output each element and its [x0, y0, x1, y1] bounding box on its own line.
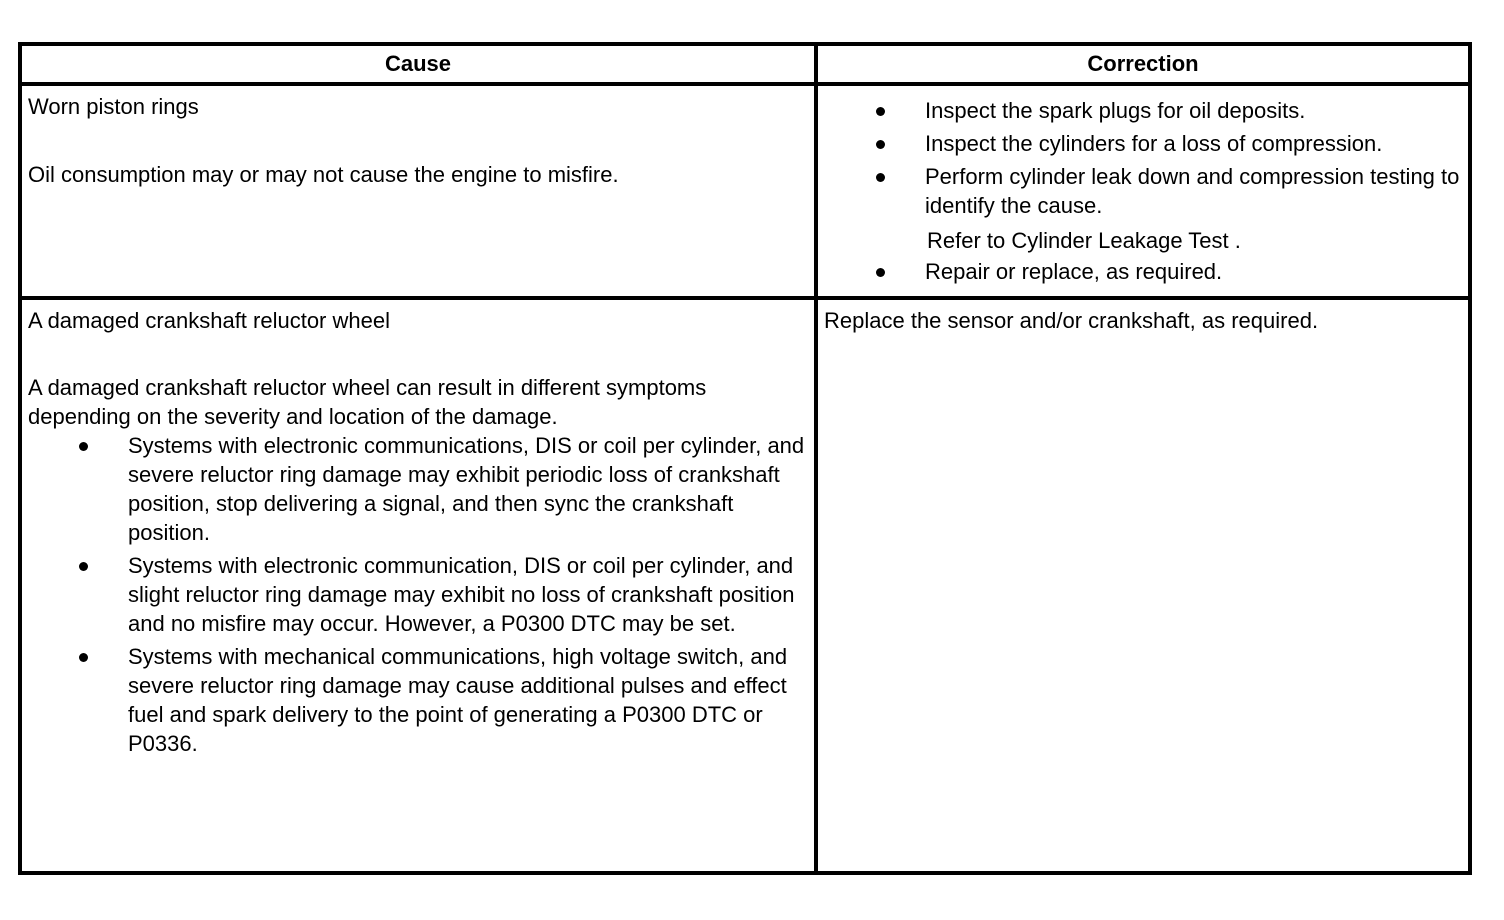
list-item-text: Inspect the spark plugs for oil deposits.	[925, 98, 1306, 123]
list-item-text: Repair or replace, as required.	[925, 259, 1223, 284]
list-item-text: Systems with mechanical communications, high voltage switch, and severe reluctor ring damage may cause additional pulses and effect fuel and spark delivery to the point of generating a P0300 DTC or P0336.	[128, 644, 788, 756]
list-item-text: Perform cylinder leak down and compression testing to identify the cause.	[925, 164, 1460, 218]
correction-cell	[816, 84, 1470, 298]
table-row	[20, 298, 1470, 873]
list-item	[28, 642, 808, 758]
header-row	[20, 44, 1470, 84]
bullet-icon	[876, 173, 885, 182]
refer-cylinder-leakage-test: Refer to Cylinder Leakage Test .	[927, 228, 1241, 253]
cause-cell	[20, 84, 816, 298]
cause-note: Oil consumption may or may not cause the engine to misfire.	[28, 162, 619, 187]
header-correction: Correction	[816, 44, 1470, 84]
cause-title: Worn piston rings	[28, 94, 199, 119]
correction-cell	[816, 298, 1470, 873]
table-row	[20, 84, 1470, 298]
correction-list-final	[824, 257, 1462, 286]
bullet-icon	[876, 107, 885, 116]
list-item-text: Systems with electronic communication, DIS or coil per cylinder, and slight reluctor ring damage may exhibit no loss of crankshaft position and no misfire may occur. However, a P0300 DTC may be set.	[128, 553, 795, 636]
list-item	[28, 551, 808, 638]
header-cause: Cause	[20, 44, 816, 84]
bullet-icon	[79, 653, 88, 662]
bullet-icon	[876, 268, 885, 277]
cause-list	[28, 431, 808, 758]
correction-list	[824, 96, 1462, 220]
list-item-text: Systems with electronic communications, DIS or coil per cylinder, and severe reluctor ring damage may exhibit periodic loss of crankshaft position, stop delivering a signal, and then sync the crankshaft position.	[128, 433, 805, 545]
list-item	[824, 129, 1462, 158]
bullet-icon	[79, 562, 88, 571]
list-item	[824, 162, 1462, 220]
list-item	[824, 257, 1462, 286]
correction-text: Replace the sensor and/or crankshaft, as required.	[824, 308, 1319, 333]
list-item	[28, 431, 808, 547]
list-item-text: Inspect the cylinders for a loss of compression.	[925, 131, 1383, 156]
cause-note: A damaged crankshaft reluctor wheel can result in different symptoms depending on the severity and location of the damage.	[28, 375, 707, 429]
bullet-icon	[79, 442, 88, 451]
list-item	[824, 96, 1462, 125]
cause-title: A damaged crankshaft reluctor wheel	[28, 308, 390, 333]
bullet-icon	[876, 140, 885, 149]
cause-correction-table	[18, 42, 1472, 875]
cause-cell	[20, 298, 816, 873]
